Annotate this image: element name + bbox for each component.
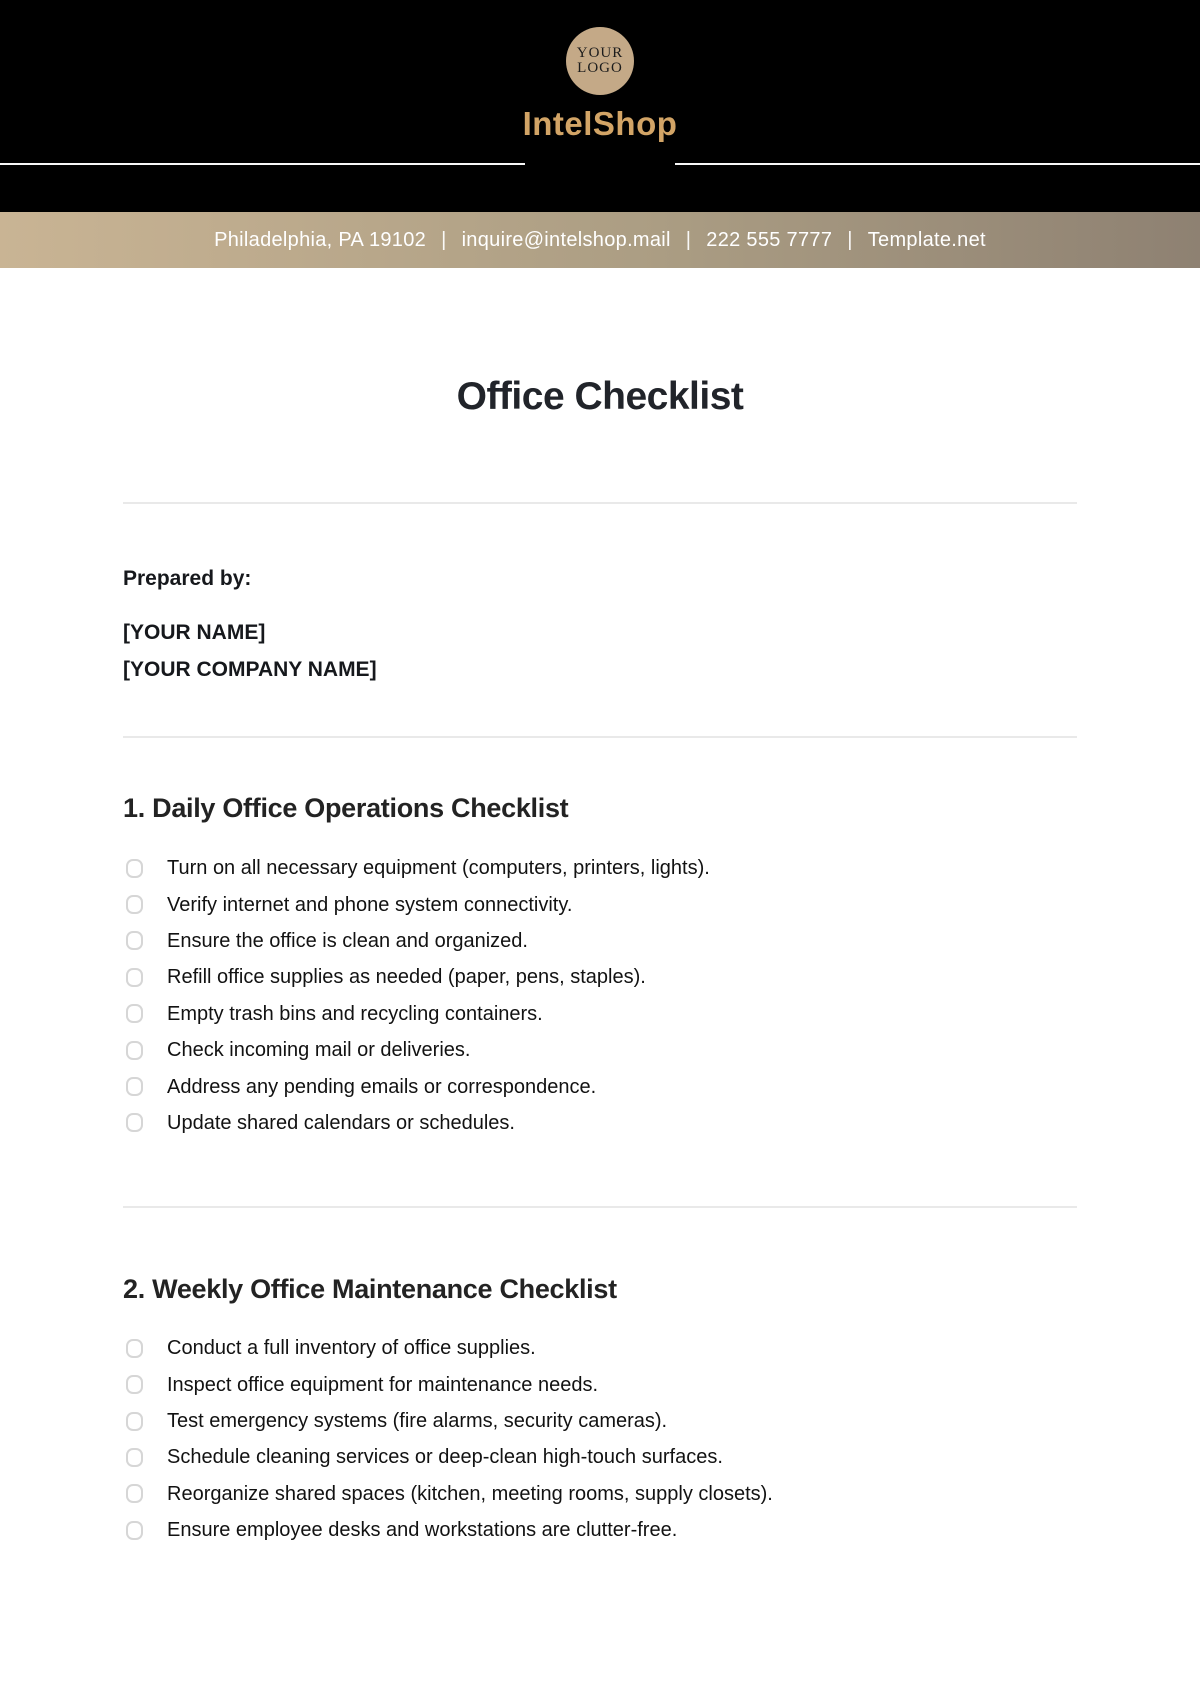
contact-location: Philadelphia, PA 19102 (214, 228, 427, 251)
section-2-heading: 2. Weekly Office Maintenance Checklist (123, 1274, 617, 1305)
contact-separator: | (685, 228, 692, 251)
checklist-daily (123, 850, 1077, 1141)
checkbox[interactable] (126, 895, 143, 914)
checklist-row (123, 850, 1077, 886)
checkbox[interactable] (126, 1004, 143, 1023)
checklist-row (123, 1367, 1077, 1403)
contact-website: Template.net (867, 228, 986, 251)
checklist-item-label: Conduct a full inventory of office supplies. (167, 1337, 536, 1360)
contact-bar (0, 212, 1200, 268)
checkbox[interactable] (126, 1339, 143, 1358)
checkbox[interactable] (126, 1077, 143, 1096)
section-daily-operations (123, 791, 1077, 1141)
prepared-by-company: [YOUR COMPANY NAME] (123, 658, 377, 681)
checklist-row (123, 1476, 1077, 1512)
checkbox[interactable] (126, 1521, 143, 1540)
contact-separator: | (441, 228, 447, 251)
checkbox[interactable] (126, 1375, 143, 1394)
checklist-item-label: Reorganize shared spaces (kitchen, meeting rooms, supply closets). (167, 1482, 773, 1505)
section-divider (123, 502, 1077, 504)
prepared-by-name: [YOUR NAME] (123, 621, 266, 644)
checklist-item-label: Schedule cleaning services or deep-clean high-touch surfaces. (167, 1446, 723, 1469)
logo-text-line1: YOUR (576, 45, 624, 61)
checklist-row (123, 886, 1077, 922)
checklist-row (123, 959, 1077, 995)
checklist-item-label: Ensure the office is clean and organized. (167, 929, 528, 952)
section-weekly-maintenance (123, 1272, 1077, 1548)
section-1-heading: 1. Daily Office Operations Checklist (123, 793, 569, 823)
checkbox[interactable] (126, 1412, 143, 1431)
checklist-row (123, 1512, 1077, 1548)
checkbox[interactable] (126, 931, 143, 950)
prepared-by-label: Prepared by: (123, 567, 252, 590)
section-divider (123, 736, 1077, 738)
checklist-weekly (123, 1330, 1077, 1548)
logo-text-line2: LOGO (577, 60, 623, 76)
checklist-item-label: Verify internet and phone system connectivity. (167, 893, 573, 916)
checkbox[interactable] (126, 968, 143, 987)
checkbox[interactable] (126, 1041, 143, 1060)
checkbox[interactable] (126, 1448, 143, 1467)
brand-name: IntelShop (522, 105, 678, 142)
section-divider (123, 1206, 1077, 1208)
header-divider-line-left (0, 163, 525, 165)
contact-separator: | (847, 228, 853, 251)
checklist-item-label: Test emergency systems (fire alarms, security cameras). (167, 1410, 668, 1433)
document-body (0, 374, 1200, 1548)
checklist-item-label: Turn on all necessary equipment (computers, printers, lights). (167, 857, 710, 880)
checklist-row (123, 923, 1077, 959)
header (0, 0, 1200, 212)
checklist-item-label: Empty trash bins and recycling containers. (167, 1002, 543, 1025)
checklist-item-label: Refill office supplies as needed (paper, pens, staples). (167, 966, 646, 989)
checklist-row (123, 996, 1077, 1032)
checklist-item-label: Update shared calendars or schedules. (167, 1111, 515, 1134)
checklist-row (123, 1330, 1077, 1366)
contact-phone: 222 555 7777 (706, 228, 833, 251)
document-title: Office Checklist (456, 375, 744, 418)
checkbox[interactable] (126, 859, 143, 878)
checklist-row (123, 1105, 1077, 1141)
company-logo (566, 27, 634, 95)
checklist-item-label: Check incoming mail or deliveries. (167, 1039, 471, 1062)
checklist-row (123, 1032, 1077, 1068)
checklist-item-label: Ensure employee desks and workstations are clutter-free. (167, 1519, 678, 1542)
checkbox[interactable] (126, 1113, 143, 1132)
checklist-item-label: Address any pending emails or correspondence. (167, 1075, 597, 1098)
checklist-row (123, 1439, 1077, 1475)
header-divider-line-right (675, 163, 1200, 165)
checklist-row (123, 1068, 1077, 1104)
checklist-item-label: Inspect office equipment for maintenance needs. (167, 1373, 599, 1396)
contact-email: inquire@intelshop.mail (461, 228, 671, 251)
checkbox[interactable] (126, 1484, 143, 1503)
checklist-row (123, 1403, 1077, 1439)
